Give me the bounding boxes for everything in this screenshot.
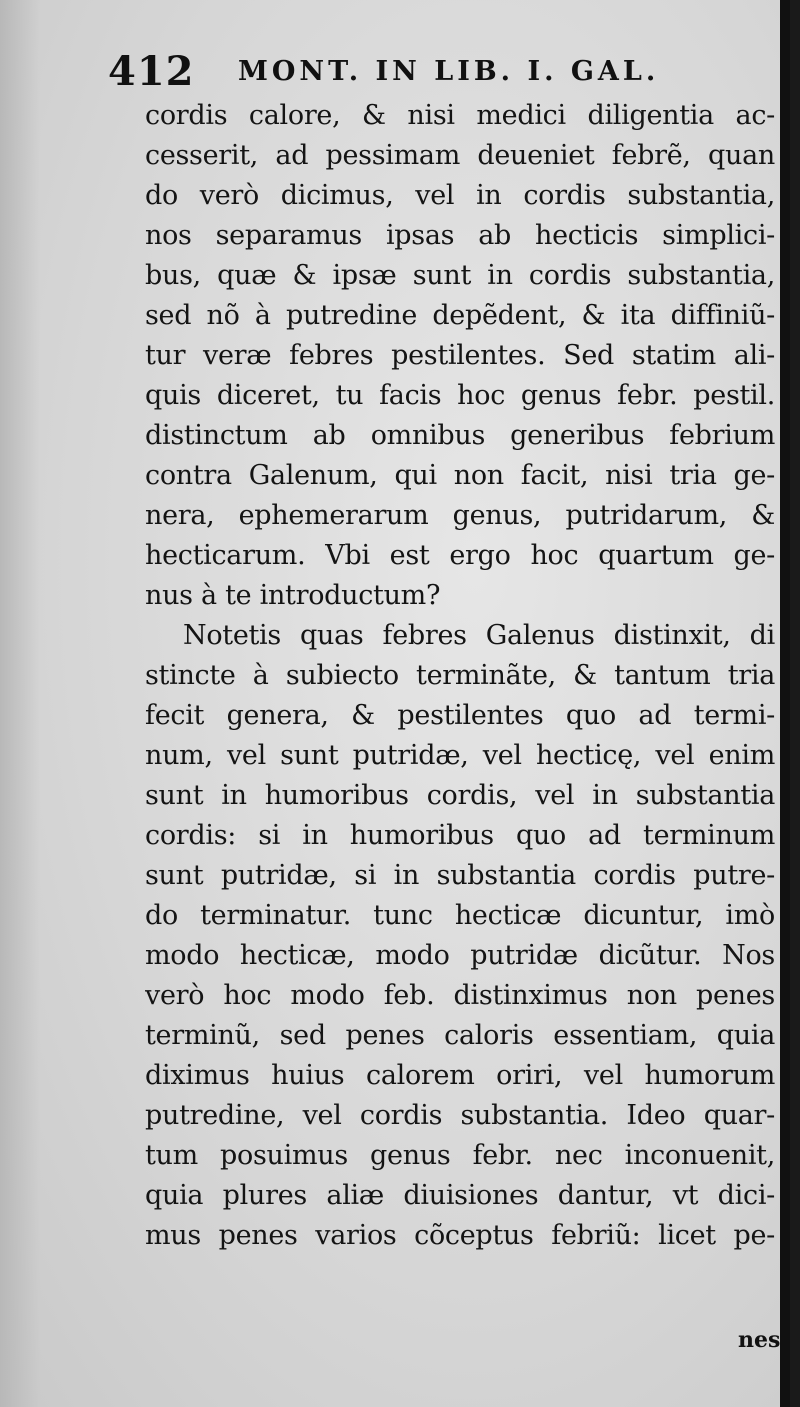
text-line: stincte à subiecto terminãte, & tantum tria xyxy=(145,660,775,691)
page-header xyxy=(108,48,688,98)
text-line: do verò dicimus, vel in cordis substantia, xyxy=(145,180,775,211)
text-line: bus, quæ & ipsæ sunt in cordis substantia, xyxy=(145,260,775,291)
catchword: nes xyxy=(738,1327,781,1353)
page-number: 412 xyxy=(108,48,195,95)
text-line: hecticarum. Vbi est ergo hoc quartum ge- xyxy=(145,540,775,571)
text-line: sunt in humoribus cordis, vel in substantia xyxy=(145,780,775,811)
body-text xyxy=(145,96,775,1256)
text-line: nus à te introductum? xyxy=(145,580,441,611)
text-line: nos separamus ipsas ab hecticis simplici- xyxy=(145,220,775,251)
text-line: tum posuimus genus febr. nec inconuenit, xyxy=(145,1140,775,1171)
text-line: nera, ephemerarum genus, putridarum, & xyxy=(145,500,775,531)
text-line: num, vel sunt putridæ, vel hecticę, vel enim xyxy=(145,740,775,771)
text-line: cordis calore, & nisi medici diligentia ac- xyxy=(145,100,775,131)
paragraph-first-line: Notetis quas febres Galenus distinxit, di xyxy=(183,620,775,651)
text-line: cesserit, ad pessimam deueniet febrẽ, quan xyxy=(145,140,775,171)
text-line: cordis: si in humoribus quo ad terminum xyxy=(145,820,775,851)
text-line: mus penes varios cõceptus febriũ: licet pe- xyxy=(145,1220,775,1251)
text-line: terminũ, sed penes caloris essentiam, quia xyxy=(145,1020,775,1051)
running-head: MONT. IN LIB. I. GAL. xyxy=(238,56,660,87)
text-line: distinctum ab omnibus generibus febrium xyxy=(145,420,775,451)
page-edge xyxy=(780,0,790,1407)
gutter-shadow xyxy=(0,0,40,1407)
text-line: sed nõ à putredine depẽdent, & ita diffiniũ- xyxy=(145,300,775,331)
text-line: tur veræ febres pestilentes. Sed statim ali- xyxy=(145,340,775,371)
text-line: verò hoc modo feb. distinximus non penes xyxy=(145,980,775,1011)
text-line: quia plures aliæ diuisiones dantur, vt dici- xyxy=(145,1180,775,1211)
text-line: putredine, vel cordis substantia. Ideo quar- xyxy=(145,1100,775,1131)
text-line: fecit genera, & pestilentes quo ad termi- xyxy=(145,700,775,731)
text-line: quis diceret, tu facis hoc genus febr. pestil. xyxy=(145,380,775,411)
text-line: sunt putridæ, si in substantia cordis putre- xyxy=(145,860,775,891)
text-line: do terminatur. tunc hecticæ dicuntur, imò xyxy=(145,900,775,931)
text-line: contra Galenum, qui non facit, nisi tria ge- xyxy=(145,460,775,491)
text-line: modo hecticæ, modo putridæ dicũtur. Nos xyxy=(145,940,775,971)
text-line: diximus huius calorem oriri, vel humorum xyxy=(145,1060,775,1091)
